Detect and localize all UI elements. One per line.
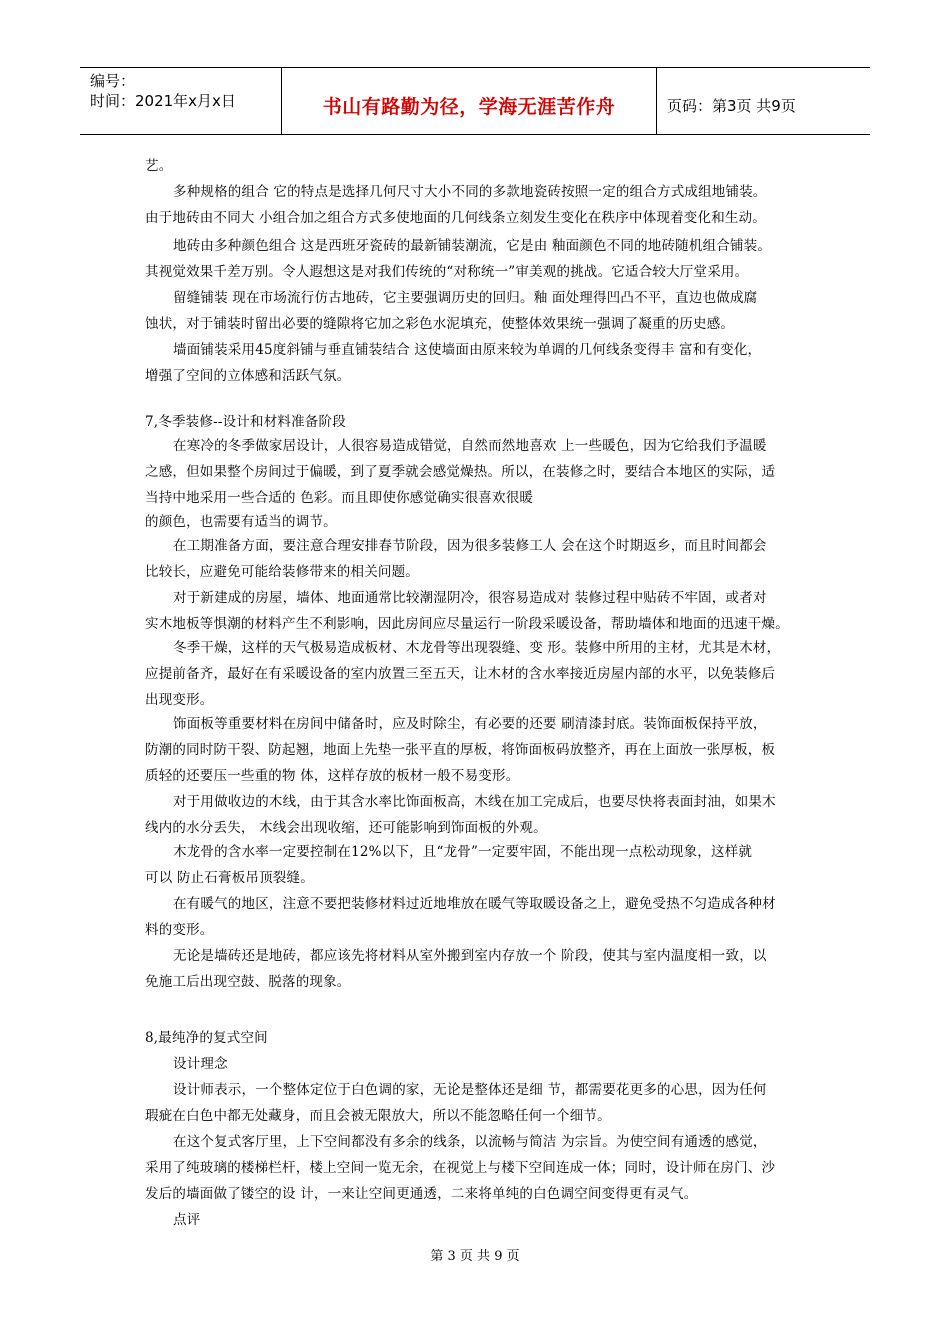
paragraph-line: 设计理念 (173, 1056, 228, 1072)
paragraph-line: 对于新建成的房屋，墙体、地面通常比较潮湿阴冷，很容易造成对 装修过程中贴砖不牢固，或者对 (173, 590, 767, 606)
paragraph-line: 无论是墙砖还是地砖，都应该先将材料从室外搬到室内存放一个 阶段，使其与室内温度相一致，以 (173, 948, 767, 964)
paragraph-line: 设计师表示，一个整体定位于白色调的家，无论是整体还是细 节，都需要花更多的心思，因为任何 (173, 1082, 767, 1098)
page-code: 页码：第3页 共9页 (667, 97, 796, 115)
paragraph-line: 冬季干燥，这样的天气极易造成板材、木龙骨等出现裂缝、变 形。装修中所用的主材，尤其是木材， (173, 640, 781, 656)
header-table (80, 67, 870, 135)
paragraph-line: 出现变形。 (145, 692, 214, 708)
code-label: 编号： (90, 72, 136, 90)
paragraph-line: 质轻的还要压一些重的物 体，这样存放的板材一般不易变形。 (145, 768, 520, 784)
paragraph-line: 在有暖气的地区，注意不要把装修材料过近地堆放在暖气等取暖设备之上，避免受热不匀造成各种材 (173, 896, 776, 912)
paragraph-line: 的颜色，也需要有适当的调节。 (145, 514, 337, 530)
paragraph-line: 木龙骨的含水率一定要控制在12%以下，且“龙骨”一定要牢固，不能出现一点松动现象，这样就 (173, 844, 753, 860)
paragraph-line: 由于地砖由不同大 小组合加之组合方式多使地面的几何线条立刻发生变化在秩序中体现着变化和生动。 (145, 210, 766, 226)
paragraph-line: 8,最纯净的复式空间 (145, 1030, 268, 1046)
paragraph-line: 地砖由多种颜色组合 这是西班牙瓷砖的最新铺装潮流，它是由 釉面颜色不同的地砖随机组合铺装。 (173, 238, 772, 254)
motto-text: 书山有路勤为径，学海无涯苦作舟 (322, 96, 616, 118)
time-label: 时间：2021年x月x日 (90, 92, 236, 110)
header-page-cell (657, 68, 870, 134)
header-motto-cell (281, 68, 657, 134)
page-footer: 第 3 页 共 9 页 (430, 1249, 520, 1264)
paragraph-line: 在寒冷的冬季做家居设计，人很容易造成错觉，自然而然地喜欢 上一些暖色，因为它给我们予温暖 (173, 438, 767, 454)
paragraph-line: 瑕疵在白色中都无处藏身，而且会被无限放大，所以不能忽略任何一个细节。 (145, 1108, 611, 1124)
paragraph-line: 发后的墙面做了镂空的设 计，一来让空间更通透，二来将单纯的白色调空间变得更有灵气。 (145, 1186, 698, 1202)
paragraph-line: 可以 防止石膏板吊顶裂缝。 (145, 870, 314, 886)
paragraph-line: 点评 (173, 1212, 201, 1228)
header-info-cell (80, 68, 280, 134)
paragraph-line: 当持中地采用一些合适的 色彩。而且即使你感觉确实很喜欢很暖 (145, 490, 534, 506)
paragraph-line: 比较长，应避免可能给装修带来的相关问题。 (145, 564, 419, 580)
paragraph-line: 增强了空间的立体感和活跃气氛。 (145, 368, 351, 384)
paragraph-line: 对于用做收边的木线，由于其含水率比饰面板高，木线在加工完成后，也要尽快将表面封油，如果木 (173, 794, 776, 810)
paragraph-line: 免施工后出现空鼓、脱落的现象。 (145, 974, 351, 990)
paragraph-line: 蚀状，对于铺装时留出必要的缝隙将它加之彩色水泥填充，使整体效果统一强调了凝重的历史感。 (145, 316, 735, 332)
paragraph-line: 墙面铺装采用45度斜铺与垂直铺装结合 这使墙面由原来较为单调的几何线条变得丰 富和有变化， (173, 342, 762, 358)
paragraph-line: 饰面板等重要材料在房间中储备时，应及时除尘，有必要的还要 刷清漆封底。装饰面板保持平放， (173, 716, 767, 732)
paragraph-line: 线内的水分丢失， 木线会出现收缩，还可能影响到饰面板的外观。 (145, 820, 547, 836)
paragraph-line: 留缝铺装 现在市场流行仿古地砖，它主要强调历史的回归。釉 面处理得凹凸不平，直边也做成腐 (173, 290, 758, 306)
paragraph-line: 其视觉效果千差万别。令人遐想这是对我们传统的“对称统一”审美观的挑战。它适合较大厅堂采用。 (145, 264, 749, 280)
paragraph-line: 应提前备齐，最好在有采暖设备的室内放置三至五天，让木材的含水率接近房屋内部的水平，以免装修后 (145, 666, 776, 682)
paragraph-line: 防潮的同时防干裂、防起翘，地面上先垫一张平直的厚板，将饰面板码放整齐，再在上面放一张厚板，板 (145, 742, 776, 758)
paragraph-line: 多种规格的组合 它的特点是选择几何尺寸大小不同的多款地瓷砖按照一定的组合方式成组地铺装。 (173, 184, 767, 200)
paragraph-line: 在这个复式客厅里，上下空间都没有多余的线条，以流畅与简洁 为宗旨。为使空间有通透的感觉， (173, 1134, 767, 1150)
paragraph-line: 料的变形。 (145, 922, 214, 938)
paragraph-line: 在工期准备方面，要注意合理安排春节阶段，因为很多装修工人 会在这个时期返乡，而且时间都会 (173, 538, 767, 554)
paragraph-line: 7,冬季装修--设计和材料准备阶段 (145, 414, 346, 430)
paragraph-line: 采用了纯玻璃的楼梯栏杆，楼上空间一览无余，在视觉上与楼下空间连成一体；同时，设计师在房门、沙 (145, 1160, 776, 1176)
paragraph-line: 实木地板等惧潮的材料产生不利影响，因此房间应尽量运行一阶段采暖设备，帮助墙体和地面的迅速干燥。 (145, 616, 789, 632)
paragraph-line: 之感，但如果整个房间过于偏暖，到了夏季就会感觉燥热。所以，在装修之时，要结合本地区的实际，适 (145, 464, 776, 480)
paragraph-line: 艺。 (145, 158, 173, 174)
